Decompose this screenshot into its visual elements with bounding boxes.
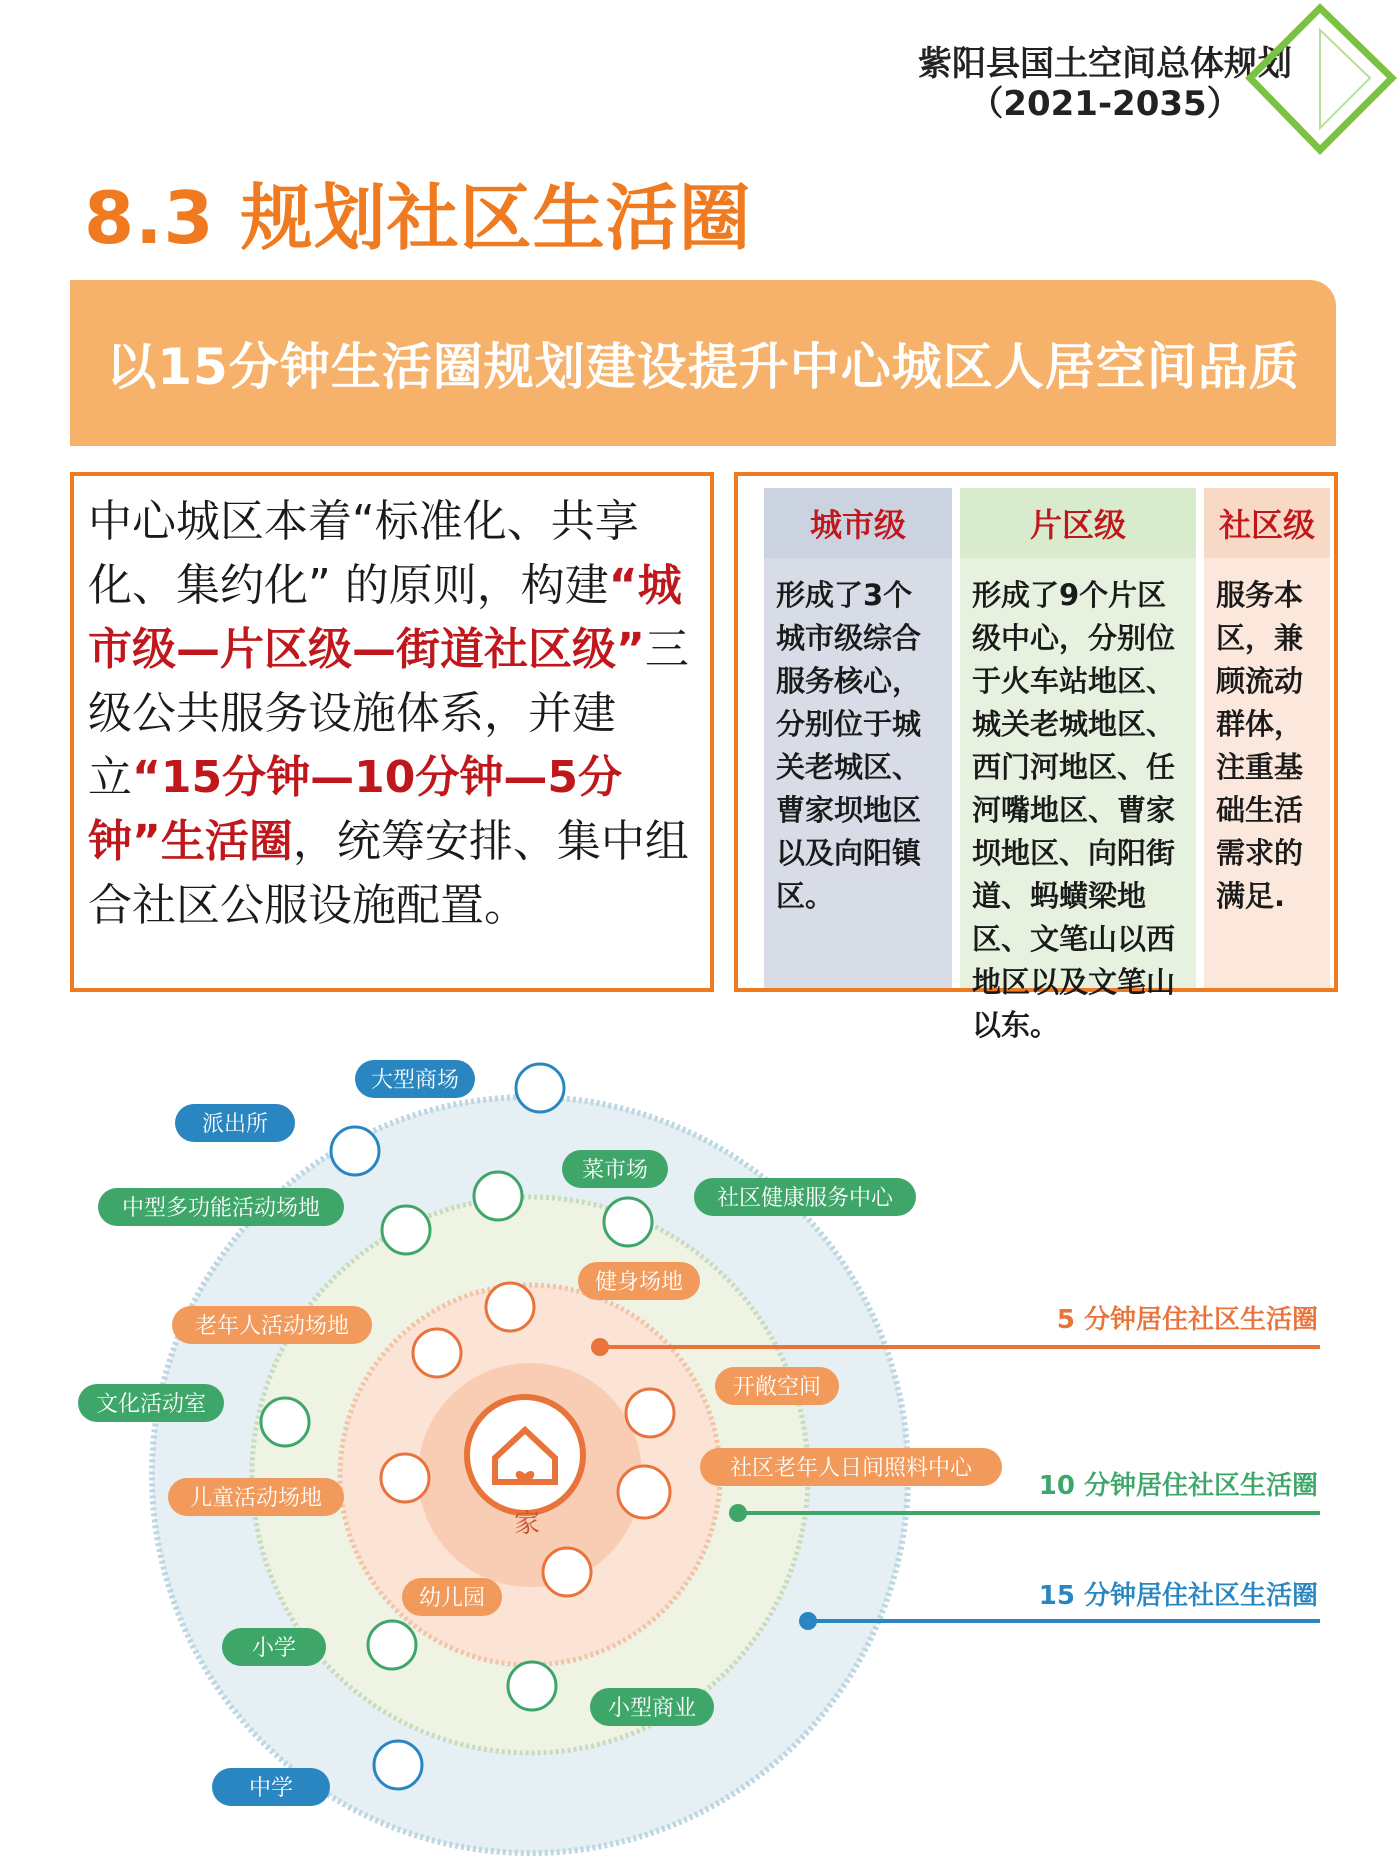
legend-label-15min: 15 分钟居住社区生活圈 bbox=[1038, 1581, 1318, 1611]
intro-text-1: 中心城区本着“标准化、共享化、集约化” 的原则，构建 bbox=[88, 496, 639, 611]
facility-label: 小型商业 bbox=[607, 1696, 697, 1721]
sports-court-icon bbox=[382, 1206, 430, 1254]
legend-dot-15min bbox=[799, 1612, 817, 1630]
legend-dot-10min bbox=[729, 1504, 747, 1522]
level-text: 形成了3个城市级综合服务核心，分别位于城关老城区、曹家坝地区以及向阳镇区。 bbox=[776, 578, 922, 913]
intro-highlight-circles: “15分钟—10分钟—5分钟”生活圈 bbox=[88, 752, 622, 867]
life-circle-diagram bbox=[0, 1000, 1400, 1867]
rocking-horse-icon bbox=[381, 1454, 429, 1502]
market-basket-icon bbox=[474, 1172, 522, 1220]
level-column-district bbox=[960, 488, 1196, 1042]
section-title: 8.3 规划社区生活圈 bbox=[84, 176, 752, 260]
shop-icon bbox=[508, 1662, 556, 1710]
shopping-bag-icon bbox=[516, 1064, 564, 1112]
level-column-city bbox=[764, 488, 952, 988]
legend-label-10min: 10 分钟居住社区生活圈 bbox=[1038, 1471, 1318, 1501]
facility-label: 儿童活动场地 bbox=[189, 1486, 323, 1511]
home-label: 家 bbox=[513, 1509, 541, 1539]
intro-text-2: 三级公共服务设施体系，并建立 bbox=[88, 624, 689, 803]
facility-label: 派出所 bbox=[201, 1112, 269, 1137]
school-building-icon bbox=[374, 1741, 422, 1789]
document-years: （2021-2035） bbox=[969, 84, 1241, 124]
open-space-icon bbox=[626, 1389, 674, 1437]
facility-label: 小学 bbox=[251, 1636, 297, 1661]
facility-label: 文化活动室 bbox=[95, 1392, 207, 1417]
level-head: 城市级 bbox=[764, 488, 952, 558]
sprout-icon bbox=[543, 1548, 591, 1596]
facility-label: 大型商场 bbox=[370, 1068, 460, 1093]
level-column-community bbox=[1204, 488, 1330, 988]
intro-highlight-levels: “城市级—片区级—街道社区级” bbox=[88, 560, 682, 675]
intro-paragraph bbox=[88, 490, 708, 938]
facility-label: 开敞空间 bbox=[732, 1375, 822, 1400]
level-text: 服务本区，兼顾流动群体，注重基础生活需求的满足. bbox=[1216, 578, 1304, 913]
facility-label: 中型多功能活动场地 bbox=[121, 1196, 321, 1221]
elder-care-icon bbox=[618, 1466, 670, 1518]
facility-label: 幼儿园 bbox=[418, 1586, 486, 1611]
document-title: 紫阳县国土空间总体规划 bbox=[918, 44, 1292, 84]
facility-label: 社区健康服务中心 bbox=[716, 1186, 894, 1211]
facility-label: 菜市场 bbox=[581, 1158, 649, 1183]
facility-label: 中学 bbox=[248, 1776, 294, 1801]
intro-text-3: ，统筹安排、集中组合社区公服设施配置。 bbox=[88, 816, 689, 931]
intro-box bbox=[70, 472, 714, 992]
fitness-icon bbox=[486, 1283, 534, 1331]
corner-decoration bbox=[1170, 0, 1400, 170]
school-bag-icon bbox=[368, 1621, 416, 1669]
banner bbox=[70, 280, 1336, 446]
police-icon bbox=[331, 1127, 379, 1175]
elderly-activity-icon bbox=[413, 1329, 461, 1377]
health-center-icon bbox=[604, 1198, 652, 1246]
home-icon bbox=[467, 1397, 583, 1513]
level-text: 形成了9个片区级中心，分别位于火车站地区、城关老城地区、西门河地区、任河嘴地区、曹家坝地区、向阳街道、蚂蟥梁地区、文笔山以西地区以及文笔山以东。 bbox=[972, 578, 1176, 1042]
culture-book-icon bbox=[261, 1398, 309, 1446]
facility-label: 社区老年人日间照料中心 bbox=[729, 1456, 973, 1481]
level-head: 片区级 bbox=[960, 488, 1196, 558]
banner-text: 以15分钟生活圈规划建设提升中心城区人居空间品质 bbox=[106, 338, 1300, 396]
legend-dot-5min bbox=[591, 1338, 609, 1356]
facility-label: 老年人活动场地 bbox=[194, 1314, 350, 1339]
level-head: 社区级 bbox=[1204, 488, 1330, 558]
levels-table bbox=[734, 472, 1338, 1042]
facility-label: 健身场地 bbox=[594, 1270, 684, 1295]
legend-label-5min: 5 分钟居住社区生活圈 bbox=[1056, 1305, 1318, 1335]
